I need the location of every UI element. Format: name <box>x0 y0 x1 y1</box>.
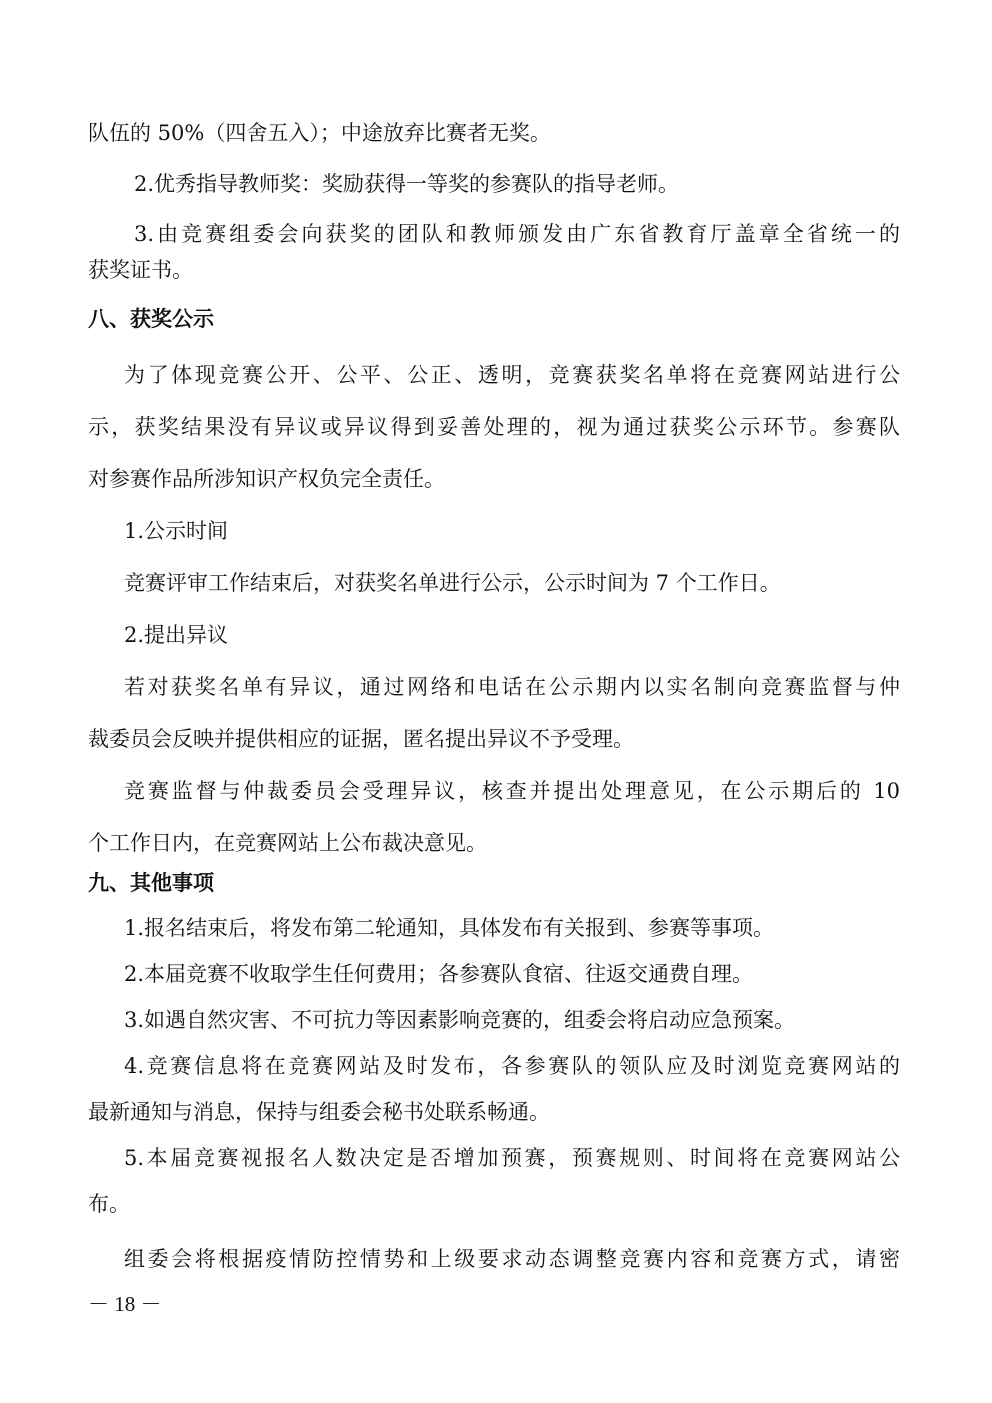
text-line: 组委会将根据疫情防控情势和上级要求动态调整竞赛内容和竞赛方式，请密 <box>124 1247 900 1271</box>
list-item: 3.如遇自然灾害、不可抗力等因素影响竞赛的，组委会将启动应急预案。 <box>124 1008 796 1032</box>
text-line: 最新通知与消息，保持与组委会秘书处联系畅通。 <box>88 1100 550 1124</box>
list-item: 2.本届竞赛不收取学生任何费用；各参赛队食宿、往返交通费自理。 <box>124 962 754 986</box>
list-item: 5.本届竞赛视报名人数决定是否增加预赛，预赛规则、时间将在竞赛网站公 <box>124 1146 900 1170</box>
section-heading-9: 九、其他事项 <box>88 871 214 895</box>
text-line: 获奖证书。 <box>88 258 193 282</box>
text-line: 个工作日内，在竞赛网站上公布裁决意见。 <box>88 831 487 855</box>
text-line: 队伍的 50%（四舍五入）；中途放弃比赛者无奖。 <box>88 121 551 145</box>
text-line: 为了体现竞赛公开、公平、公正、透明，竞赛获奖名单将在竞赛网站进行公 <box>124 363 900 387</box>
subheading: 1.公示时间 <box>124 519 229 543</box>
text-line: 对参赛作品所涉知识产权负完全责任。 <box>88 467 445 491</box>
list-item: 4.竞赛信息将在竞赛网站及时发布，各参赛队的领队应及时浏览竞赛网站的 <box>124 1054 900 1078</box>
text-line: 裁委员会反映并提供相应的证据，匿名提出异议不予受理。 <box>88 727 634 751</box>
subheading: 2.提出异议 <box>124 623 229 647</box>
text-line: 布。 <box>88 1192 130 1216</box>
section-heading-8: 八、获奖公示 <box>88 307 214 331</box>
text-line: 若对获奖名单有异议，通过网络和电话在公示期内以实名制向竞赛监督与仲 <box>124 675 900 699</box>
page-number: － 18 － <box>88 1292 162 1316</box>
text-line: 3.由竞赛组委会向获奖的团队和教师颁发由广东省教育厅盖章全省统一的 <box>134 222 900 246</box>
list-item: 1.报名结束后，将发布第二轮通知，具体发布有关报到、参赛等事项。 <box>124 916 775 940</box>
text-line: 示，获奖结果没有异议或异议得到妥善处理的，视为通过获奖公示环节。参赛队 <box>88 415 900 439</box>
text-line: 竞赛监督与仲裁委员会受理异议，核查并提出处理意见，在公示期后的 10 <box>124 779 900 803</box>
text-line: 竞赛评审工作结束后，对获奖名单进行公示，公示时间为 7 个工作日。 <box>124 571 781 595</box>
text-line: 2.优秀指导教师奖：奖励获得一等奖的参赛队的指导老师。 <box>134 172 680 196</box>
